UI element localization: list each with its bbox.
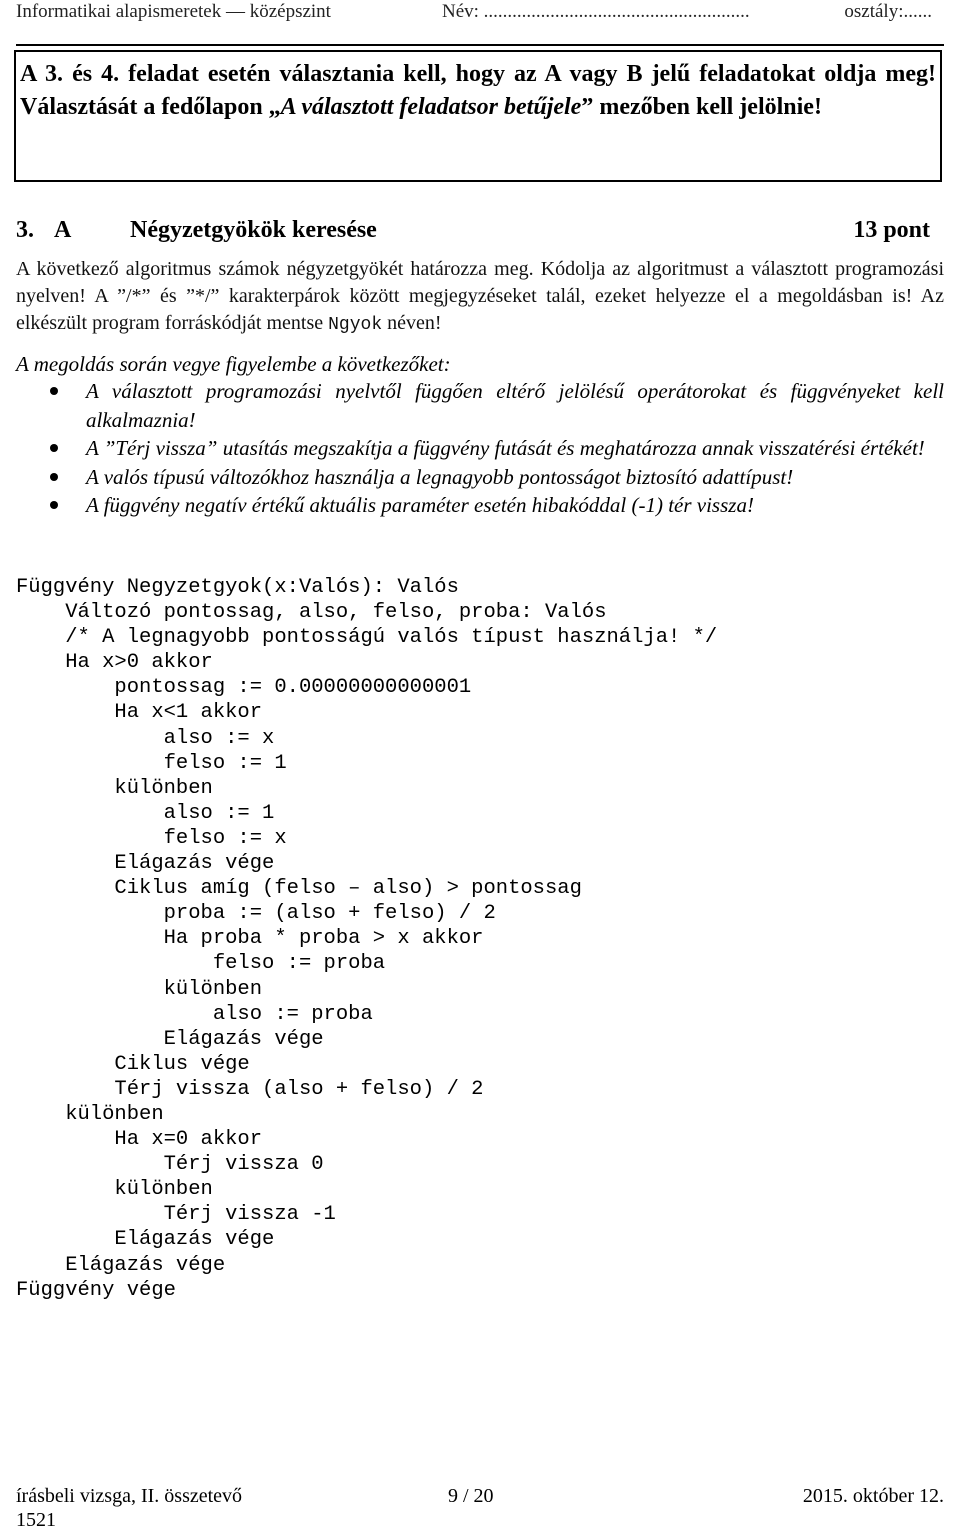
task-title [16, 214, 930, 246]
code-line: felso := proba [16, 952, 386, 976]
code-line: Ciklus amíg (felso – also) > pontossag [16, 877, 582, 901]
instruction-line-1: A 3. és 4. feladat esetén választania kell, hogy az A vagy B jelű feladatokat oldja meg! [20, 61, 936, 87]
list-item: A választott programozási nyelvtől függően eltérő jelölésű operátorokat és függvényeket kell alkalmaznia! [16, 377, 944, 434]
code-line: Elágazás vége [16, 1027, 324, 1051]
code-line: proba := (also + felso) / 2 [16, 902, 496, 926]
header-name-field: Név: ........................................................ [442, 1, 750, 22]
bullet-icon [50, 501, 58, 509]
code-line: felso := 1 [16, 751, 287, 775]
page-header [16, 0, 944, 28]
footer-code: 1521 [16, 1509, 56, 1531]
intro-text-end: néven! [382, 312, 442, 334]
header-class-field: osztály:...... [844, 1, 932, 22]
page-footer [16, 1484, 944, 1531]
code-line: Változó pontossag, also, felso, proba: Valós [16, 601, 607, 625]
instruction-box [14, 50, 942, 182]
code-line: also := x [16, 726, 275, 750]
code-line: Elágazás vége [16, 1253, 226, 1277]
code-line: pontossag := 0.00000000000001 [16, 676, 472, 700]
code-line: különben [16, 1178, 213, 1202]
code-line: Térj vissza (also + felso) / 2 [16, 1077, 484, 1101]
task-intro [16, 256, 944, 339]
code-line: also := proba [16, 1002, 373, 1026]
list-item: A valós típusú változókhoz használja a legnagyobb pontosságot biztosító adattípust! [16, 463, 944, 492]
bullet-icon [50, 444, 58, 452]
task-name: Négyzetgyökök keresése [130, 217, 377, 243]
code-line: felso := x [16, 826, 287, 850]
instruction-field-name: A választott feladatsor betűjele [280, 93, 582, 120]
task-points: 13 pont [853, 217, 930, 243]
code-line: Függvény Negyzetgyok(x:Valós): Valós [16, 576, 459, 599]
code-line: Elágazás vége [16, 852, 275, 876]
code-line: különben [16, 1102, 164, 1126]
footer-exam: írásbeli vizsga, II. összetevő [16, 1485, 243, 1507]
footer-page-number: 9 / 20 [448, 1485, 494, 1507]
code-line: Térj vissza 0 [16, 1153, 324, 1177]
code-line: Ha x=0 akkor [16, 1128, 263, 1152]
list-item: A függvény negatív értékű aktuális paraméter esetén hibakóddal (-1) tér vissza! [16, 491, 944, 520]
bullet-icon [50, 387, 58, 395]
intro-filename: Ngyok [328, 315, 383, 335]
code-line: Ha x<1 akkor [16, 701, 263, 725]
header-rule [16, 44, 944, 46]
intro-text: A következő algoritmus számok négyzetgyökét határozza meg. Kódolja az algoritmust a választott programozási nyelven! A ”/*” és ”*/” karakterpárok között megjegyzéseket talál, ezeket helyezze el a megoldásban is! Az elkészült program forráskódját mentse [16, 258, 944, 334]
list-item: A ”Térj vissza” utasítás megszakítja a függvény futását és meghatározza annak visszatérési értékét! [16, 434, 944, 463]
instruction-line-2-end: ” mezőben kell jelölnie! [581, 93, 822, 120]
footer-date: 2015. október 12. [802, 1485, 944, 1507]
header-subject: Informatikai alapismeretek — középszint [16, 1, 331, 22]
pseudocode-block [16, 575, 944, 1303]
task-number: 3. [16, 217, 34, 243]
instruction-line-2-start: Választását a fedőlapon „ [20, 93, 281, 120]
task-letter: A [54, 217, 72, 243]
bullet-icon [50, 473, 58, 481]
notes-list [16, 377, 944, 520]
code-line: Függvény vége [16, 1278, 176, 1302]
code-line: /* A legnagyobb pontosságú valós típust használja! */ [16, 626, 718, 650]
code-line: Ha x>0 akkor [16, 651, 213, 675]
code-line: also := 1 [16, 801, 275, 825]
notes-title: A megoldás során vegye figyelembe a következőket: [16, 352, 451, 376]
code-line: különben [16, 776, 213, 800]
code-line: különben [16, 977, 263, 1001]
code-line: Elágazás vége [16, 1228, 275, 1252]
code-line: Térj vissza -1 [16, 1203, 336, 1227]
code-line: Ciklus vége [16, 1052, 250, 1076]
code-line: Ha proba * proba > x akkor [16, 927, 484, 951]
